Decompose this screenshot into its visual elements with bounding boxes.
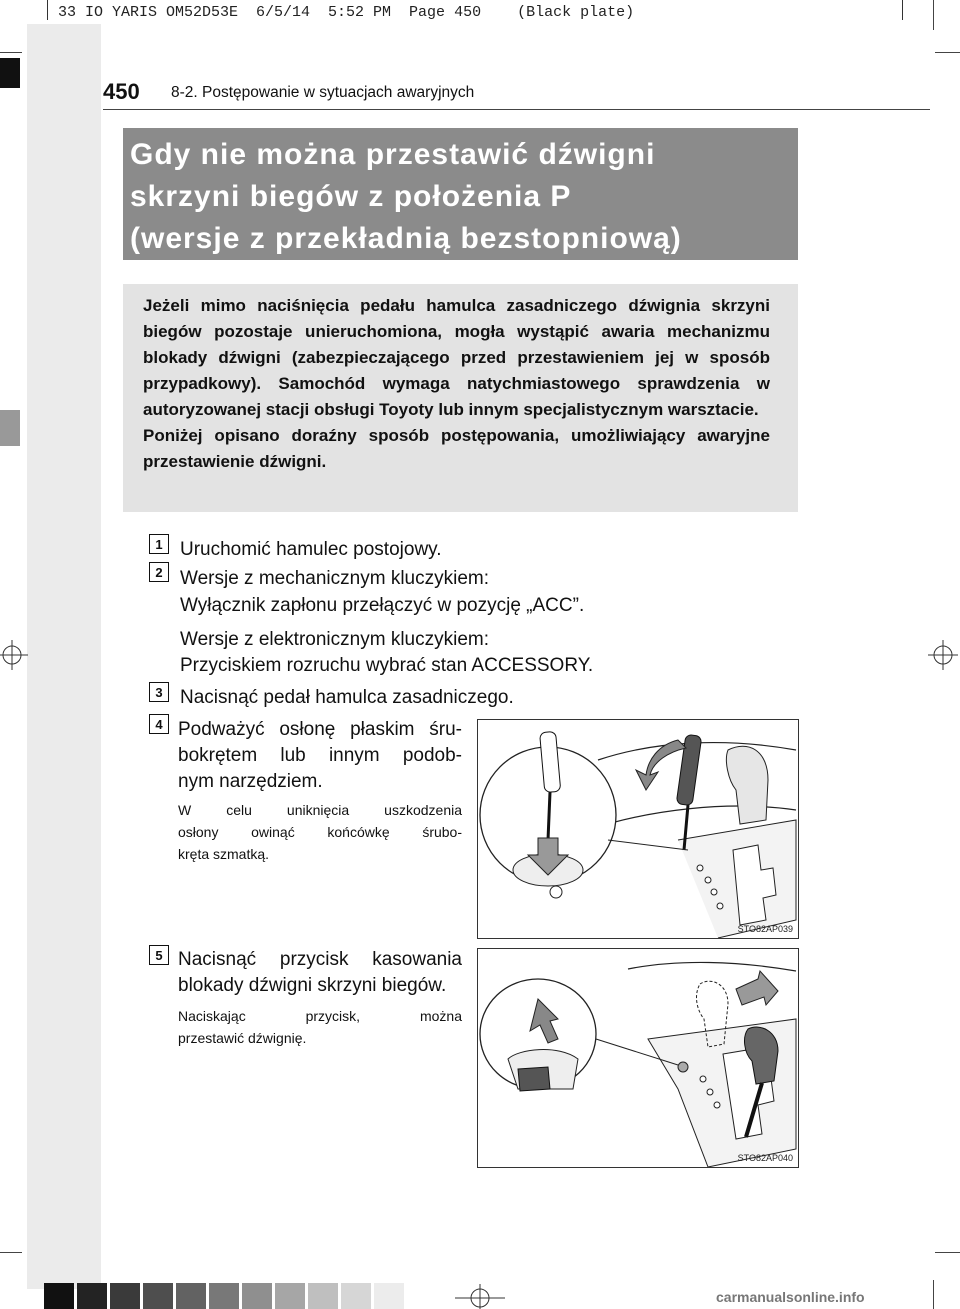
- watermark: carmanualsonline.info: [716, 1289, 865, 1305]
- intro-paragraph: Jeżeli mimo naciśnięcia pedału hamulca zasadniczego dźwignia skrzyni biegów pozostaje unieruchomiona, mogła wystąpić awaria mechanizmu blokady dźwigni (zabezpieczającego przed przestawieniem jej w sposób przypadkowy). Samochód wymaga natychmiastowego sprawdzenia w autoryzowanej stacji obsługi Toyoty lub innym specjalistycznym warsztacie.: [143, 296, 770, 419]
- crop-mark: [935, 1252, 960, 1253]
- figure-shift-cover: [477, 719, 799, 939]
- calibration-swatch: [341, 1283, 371, 1309]
- side-strip: [27, 24, 101, 1289]
- figure-code: STO82AP040: [737, 1153, 793, 1163]
- step-number-badge: 3: [149, 682, 169, 702]
- slug-divider: [47, 0, 48, 20]
- step-number-badge: 4: [149, 714, 169, 734]
- crop-mark: [935, 52, 960, 53]
- step-number-badge: 2: [149, 562, 169, 582]
- registration-mark-icon: [455, 1280, 505, 1309]
- calibration-swatch: [176, 1283, 206, 1309]
- step-text: Wyłącznik zapłonu przełączyć w pozycję „ACC”.: [180, 595, 585, 616]
- step-text: blokady dźwigni skrzyni biegów.: [178, 975, 447, 996]
- figure-release-button: [477, 948, 799, 1168]
- step-note: W celu uniknięcia uszkodzenia: [178, 802, 462, 818]
- title-line: skrzyni biegów z położenia P: [130, 180, 572, 213]
- slug-divider: [902, 0, 903, 20]
- registration-mark-icon: [0, 640, 30, 670]
- step-number-badge: 5: [149, 945, 169, 965]
- step-note: Naciskając przycisk, można: [178, 1008, 462, 1024]
- step-number-badge: 1: [149, 534, 169, 554]
- step-note: osłony owinąć końcówkę śrubo-: [178, 824, 462, 840]
- crop-mark: [933, 0, 934, 30]
- print-slug: 33 IO YARIS OM52D53E 6/5/14 5:52 PM Page 450 (Black plate): [58, 4, 635, 21]
- thumb-tab-grey: [0, 410, 20, 446]
- intro-paragraph: Poniżej opisano doraźny sposób postępowania, umożliwiający awaryjne przestawienie dźwigni.: [143, 426, 770, 471]
- figure-code: STO82AP039: [737, 924, 793, 934]
- calibration-swatch: [143, 1283, 173, 1309]
- step-note: przestawić dźwignię.: [178, 1030, 307, 1046]
- intro-box: [123, 284, 798, 512]
- registration-mark-icon: [928, 640, 958, 670]
- step-text: Podważyć osłonę płaskim śru-: [178, 719, 462, 740]
- calibration-swatch: [308, 1283, 338, 1309]
- calibration-swatch: [374, 1283, 404, 1309]
- calibration-swatch: [209, 1283, 239, 1309]
- page-title: [123, 128, 798, 260]
- step-text: Wersje z mechanicznym kluczykiem:: [180, 568, 490, 589]
- crop-mark: [0, 52, 22, 53]
- thumb-tab-black: [0, 58, 20, 88]
- step-text: Wersje z elektronicznym kluczykiem:: [180, 629, 490, 650]
- step-text: Nacisnąć przycisk kasowania: [178, 949, 462, 970]
- step-note: kręta szmatką.: [178, 846, 270, 862]
- calibration-swatch: [44, 1283, 74, 1309]
- title-line: Gdy nie można przestawić dźwigni: [130, 138, 656, 171]
- section-heading: 8-2. Postępowanie w sytuacjach awaryjnych: [171, 84, 475, 101]
- page-number: 450: [103, 79, 140, 104]
- header-rule: [103, 109, 930, 110]
- shift-lock-release-illustration: [478, 949, 798, 1167]
- title-line: (wersje z przekładnią bezstopniową): [130, 222, 682, 255]
- crop-mark: [0, 1252, 22, 1253]
- step-text: nym narzędziem.: [178, 771, 323, 792]
- shift-lever-illustration: [478, 720, 798, 938]
- calibration-swatch: [275, 1283, 305, 1309]
- step-text: bokrętem lub innym podob-: [178, 745, 462, 766]
- calibration-swatch: [110, 1283, 140, 1309]
- calibration-swatch: [242, 1283, 272, 1309]
- step-text: Przyciskiem rozruchu wybrać stan ACCESSORY.: [180, 655, 594, 676]
- crop-mark: [933, 1280, 934, 1309]
- step-text: Uruchomić hamulec postojowy.: [180, 539, 442, 560]
- step-text: Nacisnąć pedał hamulca zasadniczego.: [180, 687, 514, 708]
- calibration-swatch: [77, 1283, 107, 1309]
